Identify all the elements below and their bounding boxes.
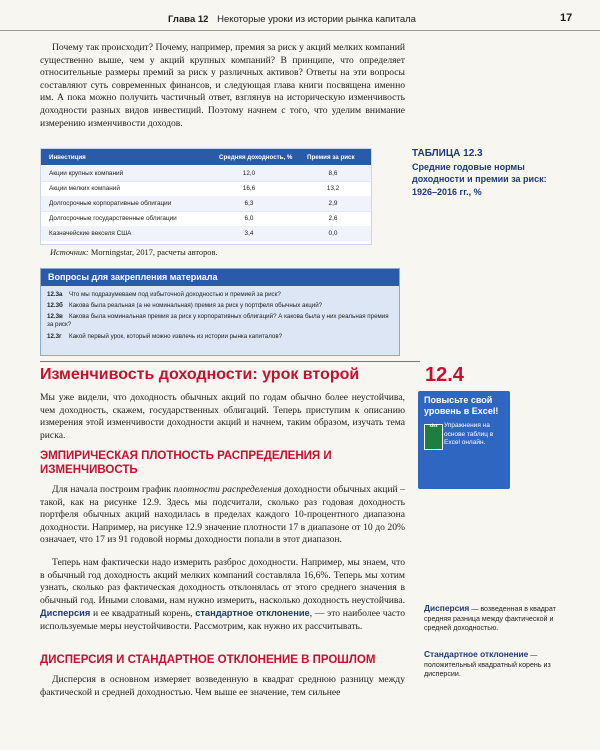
text-run: , — это наиболее часто используемые меры неустойчивости. Рассмотрим, как нужно их рассчитывать. — [40, 608, 405, 632]
glossary-term: Стандартное отклонение — [424, 649, 529, 659]
question-text: Какова была номинальная премия за риск у корпоративных облигаций? А какова была у них реальная премия за риск? — [47, 313, 389, 328]
glossary-variance — [424, 604, 572, 634]
row-return: 16,6 — [242, 185, 256, 192]
table-header-row — [41, 149, 371, 165]
question-text: Что мы подразумеваем под избыточной доходностью и премией за риск? — [69, 291, 281, 298]
question-item — [47, 302, 392, 310]
row-premium: 13,2 — [326, 185, 340, 192]
row-premium: 2,9 — [328, 200, 338, 207]
table-row — [41, 226, 371, 241]
question-number: 12.3в — [47, 313, 63, 320]
glossary-definition: — возведенная в квадрат средняя разница между фактической и средней доходностью. — [424, 605, 556, 633]
text-run: доходности обычных акций – такой, как на рисунке 12.9. Здесь мы подсчитали, сколько раз годовая доходность портфеля обычных акций находилась в пределах каждого 10-процентного диапазона доходности. Например, на рисунке 12.9 значение плотности 17 в диапазоне от 10 до 20% означает, что 17 из 91 годовой нормы доходности попали в этот диапазон. — [40, 484, 405, 546]
col-avg-return: Средняя доходность, % — [219, 154, 293, 161]
section-number: 12.4 — [425, 364, 464, 386]
table-number: ТАБЛИЦА 12.3 — [412, 148, 483, 159]
emphasis-term: плотности распределения — [173, 484, 282, 495]
excel-icon-label: xlsx — [429, 424, 438, 429]
section-divider — [40, 361, 420, 362]
col-investment: Инвестиция — [49, 154, 86, 161]
table-row — [41, 196, 371, 212]
text-run: Для начала построим график — [52, 484, 174, 495]
returns-table — [40, 148, 372, 245]
table-caption — [412, 148, 562, 198]
running-header — [168, 14, 416, 25]
table-row — [41, 211, 371, 227]
source-text: Morningstar, 2017, расчеты авторов. — [90, 248, 218, 257]
question-number: 12.3а — [47, 291, 63, 298]
question-number: 12.3б — [47, 302, 63, 309]
source-label: Источник: — [50, 248, 89, 257]
question-item — [47, 313, 392, 329]
row-name: Акции мелких компаний — [49, 185, 120, 192]
intro-paragraph: Почему так происходит? Почему, например, премия за риск у акций мелких компаний существенно выше, чем у акций крупных компаний? В принципе, что определяет относительные размеры премий за риск у различных активов? Ответы на эти вопросы составляют суть современных финансов, и следующая глава книги посвящена именно им. А пока можно получить частичный ответ, взглянув на историческую изменчивость доходности разных видов инвестиций. Поэтому начнем с того, что уделим внимание измерению изменчивости доходов. — [40, 42, 405, 129]
text-run: и ее квадратный корень, — [90, 608, 196, 620]
keyword-std-deviation: стандартное отклонение — [195, 608, 310, 619]
col-risk-premium: Премия за риск — [307, 154, 355, 161]
row-name: Долгосрочные государственные облигации — [49, 215, 177, 222]
page-number: 17 — [560, 12, 573, 24]
row-premium: 2,6 — [328, 215, 338, 222]
excel-file-icon — [424, 424, 443, 450]
review-questions-header — [41, 269, 399, 286]
chapter-title: Некоторые уроки из истории рынка капитала — [217, 14, 416, 25]
variance-history-paragraph: Дисперсия в основном измеряет возведенную в квадрат среднюю разницу между фактической и средней доходностью. Чем выше ее значение, тем сильнее — [40, 674, 405, 698]
review-questions-title: Вопросы для закрепления материала — [48, 272, 218, 282]
distribution-paragraph — [40, 484, 405, 547]
question-text: Какова была реальная (а не номинальная) премия за риск у портфеля обычных акций? — [69, 302, 323, 309]
row-return: 6,3 — [244, 200, 254, 207]
glossary-std-deviation — [424, 650, 572, 680]
glossary-term: Дисперсия — [424, 603, 470, 613]
question-text: Какой первый урок, который можно извлечь из истории рынка капиталов? — [69, 333, 283, 340]
header-divider — [0, 30, 600, 31]
variance-paragraph — [40, 557, 405, 634]
section-intro-paragraph: Мы уже видели, что доходность обычных акций по годам обычно более неустойчива, чем доходность, скажем, государственных облигаций. Теперь приступим к описанию измерения этой изменчивости доходности акций и начнем, таким образом, изучать тема риска. — [40, 392, 405, 441]
row-name: Казначейские векселя США — [49, 230, 132, 237]
row-return: 6,0 — [244, 215, 254, 222]
table-row — [41, 181, 371, 197]
chapter-label: Глава 12 — [168, 14, 209, 25]
glossary-definition: — положительный квадратный корень из дисперсии. — [424, 651, 551, 679]
excel-promo-desc: Упражнения на основе таблиц в Excel онлайн. — [444, 422, 494, 447]
row-return: 3,4 — [244, 230, 254, 237]
text-run: Теперь нам фактически надо измерить разброс доходности. Например, мы знаем, что в обычный год доходность акций мелких компаний составляла 16,6%. Теперь мы хотим узнать, сколько раз фактическая доходность отклонялась от этого среднего значения в обычный год. Иными словами, нам нужно измерить, насколько доходность неустойчива. — [40, 557, 405, 606]
excel-promo-box[interactable] — [418, 391, 510, 489]
question-item — [47, 291, 392, 299]
table-source — [50, 248, 218, 257]
row-return: 12,0 — [242, 170, 256, 177]
excel-promo-title: Повысьте свой уровень в Excel! — [424, 395, 499, 416]
section-title: Изменчивость доходности: урок второй — [40, 366, 360, 383]
keyword-variance: Дисперсия — [40, 608, 91, 619]
question-item — [47, 333, 392, 341]
table-subtitle: Средние годовые нормы доходности и премии за риск: 1926–2016 гг., % — [412, 161, 547, 197]
question-number: 12.3г — [47, 333, 62, 340]
row-premium: 8,6 — [328, 170, 338, 177]
row-premium: 0,0 — [328, 230, 338, 237]
subsection-heading-variance-history: ДИСПЕРСИЯ И СТАНДАРТНОЕ ОТКЛОНЕНИЕ В ПРОШЛОМ — [40, 654, 376, 666]
subsection-heading-distribution: ЭМПИРИЧЕСКАЯ ПЛОТНОСТЬ РАСПРЕДЕЛЕНИЯ И ИЗМЕНЧИВОСТЬ — [40, 450, 332, 476]
review-questions-box — [40, 268, 400, 356]
table-row — [41, 166, 371, 182]
row-name: Долгосрочные корпоративные облигации — [49, 200, 172, 207]
row-name: Акции крупных компаний — [49, 170, 124, 177]
